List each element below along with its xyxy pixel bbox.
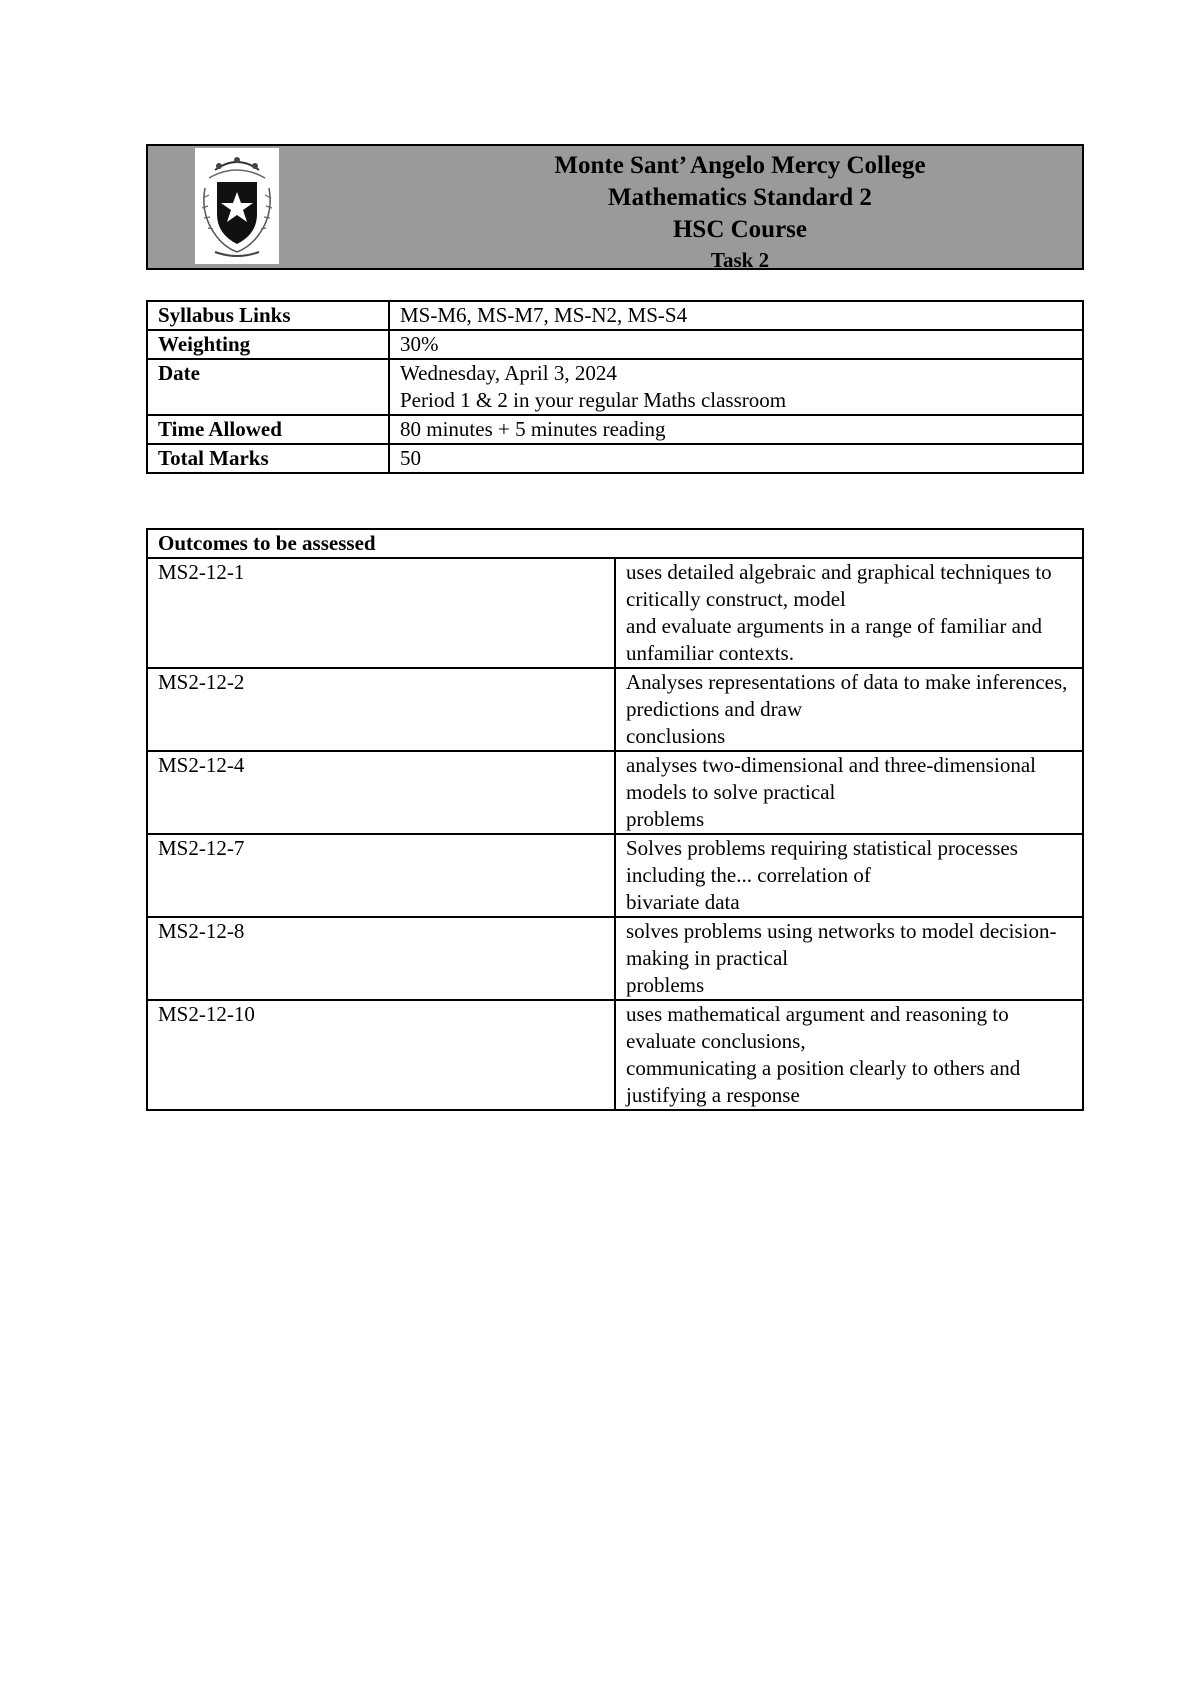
outcome-code: MS2-12-10 [147, 1000, 615, 1110]
outcome-description [615, 751, 1083, 834]
assessment-info-table [146, 300, 1084, 474]
document-header [146, 144, 1084, 270]
task-name: Task 2 [710, 248, 770, 272]
outcome-description-line: uses mathematical argument and reasoning to evaluate conclusions, [626, 1002, 1009, 1053]
outcome-code: MS2-12-1 [147, 558, 615, 668]
outcome-description-line: Analyses representations of data to make inferences, predictions and draw [626, 670, 1068, 721]
table-row [147, 1000, 1083, 1110]
outcome-description-line: communicating a position clearly to others and justifying a response [626, 1056, 1021, 1107]
school-name: Monte Sant’ Angelo Mercy College [554, 152, 926, 179]
college-crest-icon [195, 148, 279, 264]
subject-name: Mathematics Standard 2 [608, 184, 872, 211]
outcome-description-line: and evaluate arguments in a range of familiar and unfamiliar contexts. [626, 614, 1042, 665]
syllabus-links-value: MS-M6, MS-M7, MS-N2, MS-S4 [389, 301, 1083, 330]
outcome-description [615, 834, 1083, 917]
outcome-description-line: conclusions [626, 724, 726, 748]
table-row [147, 330, 1083, 359]
outcome-code: MS2-12-4 [147, 751, 615, 834]
outcomes-heading: Outcomes to be assessed [147, 529, 1083, 558]
date-value-cell [389, 359, 1083, 415]
table-row [147, 834, 1083, 917]
outcome-code: MS2-12-8 [147, 917, 615, 1000]
table-row [147, 301, 1083, 330]
table-row [147, 917, 1083, 1000]
outcome-description [615, 1000, 1083, 1110]
weighting-value: 30% [389, 330, 1083, 359]
table-row [147, 529, 1083, 558]
header-text [398, 150, 1082, 274]
date-label: Date [147, 359, 389, 415]
outcome-description-line: Solves problems requiring statistical processes including the... correlation of [626, 836, 1018, 887]
table-row [147, 558, 1083, 668]
table-row [147, 359, 1083, 415]
total-marks-label: Total Marks [147, 444, 389, 473]
outcome-description [615, 917, 1083, 1000]
course-name: HSC Course [672, 216, 808, 243]
date-value: Wednesday, April 3, 2024 [400, 361, 617, 385]
outcome-code: MS2-12-7 [147, 834, 615, 917]
outcome-description-line: bivariate data [626, 890, 740, 914]
table-row [147, 751, 1083, 834]
time-allowed-label: Time Allowed [147, 415, 389, 444]
date-location: Period 1 & 2 in your regular Maths classroom [400, 388, 787, 412]
outcome-description [615, 668, 1083, 751]
outcome-description [615, 558, 1083, 668]
syllabus-links-label: Syllabus Links [147, 301, 389, 330]
table-row [147, 444, 1083, 473]
outcome-description-line: uses detailed algebraic and graphical techniques to critically construct, model [626, 560, 1052, 611]
outcome-description-line: solves problems using networks to model decision-making in practical [626, 919, 1057, 970]
outcome-description-line: analyses two-dimensional and three-dimensional models to solve practical [626, 753, 1036, 804]
outcomes-table [146, 528, 1084, 1111]
outcome-description-line: problems [626, 807, 705, 831]
weighting-label: Weighting [147, 330, 389, 359]
table-row [147, 415, 1083, 444]
outcome-description-line: problems [626, 973, 705, 997]
total-marks-value: 50 [389, 444, 1083, 473]
outcome-code: MS2-12-2 [147, 668, 615, 751]
table-row [147, 668, 1083, 751]
time-allowed-value: 80 minutes + 5 minutes reading [389, 415, 1083, 444]
